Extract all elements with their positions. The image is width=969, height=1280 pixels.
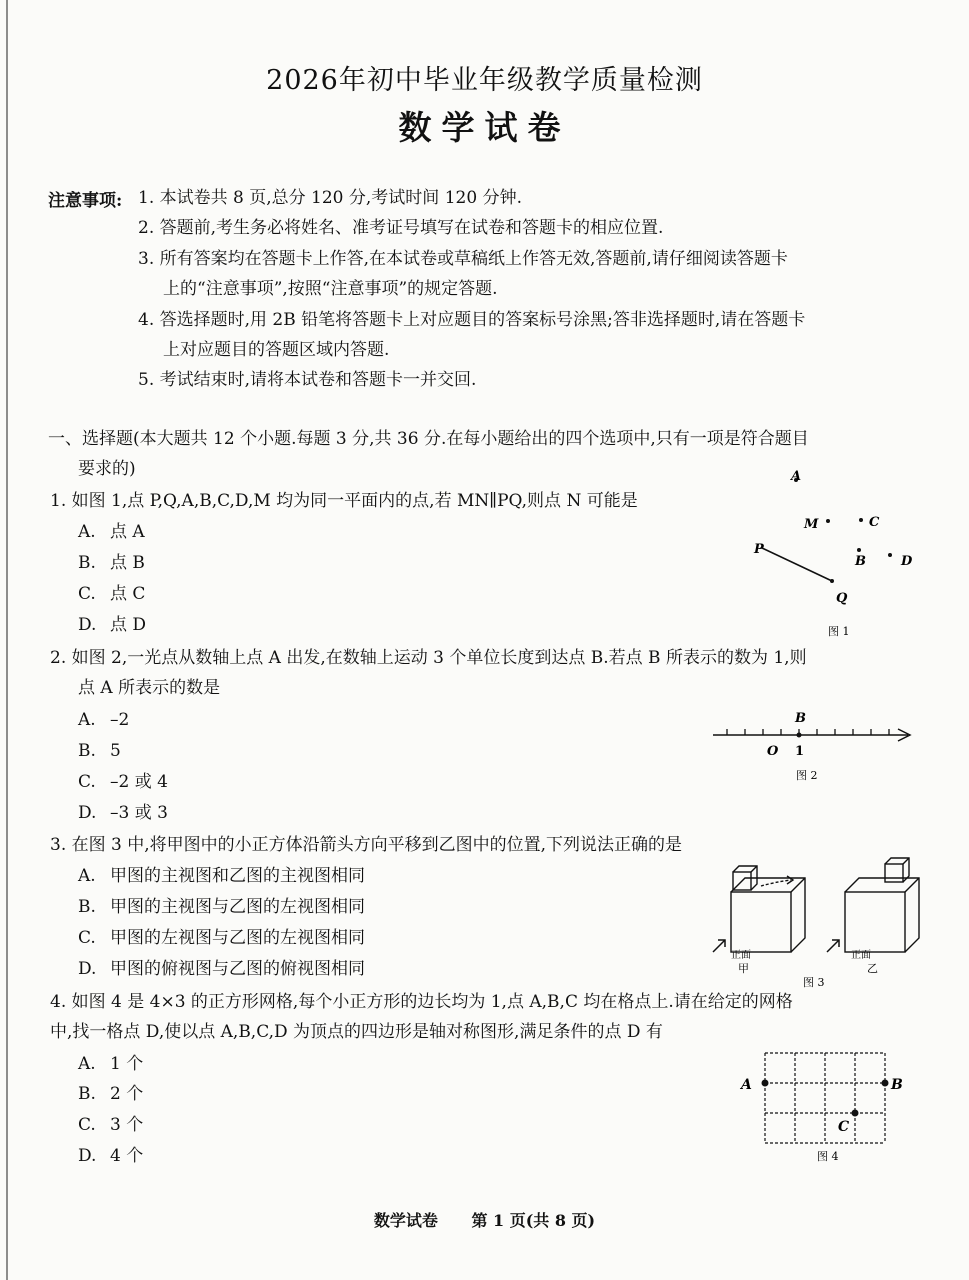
fig3-label-jia: 甲 xyxy=(738,962,749,975)
fig1-label-d: D xyxy=(901,554,913,569)
fig4-caption: 图 4 xyxy=(817,1150,839,1163)
fig3-jia-arrow xyxy=(713,940,725,952)
q2-option-d: D. –3 或 3 xyxy=(78,803,168,823)
notice-item-4-cont: 上对应题目的答题区域内答题. xyxy=(163,340,390,360)
fig2-caption: 图 2 xyxy=(796,769,818,782)
exam-title: 2026年初中毕业年级教学质量检测 xyxy=(266,65,703,96)
footer-page-number: 第 1 页(共 8 页) xyxy=(471,1211,596,1230)
q4-option-c: C. 3 个 xyxy=(78,1115,144,1135)
q1-option-c: C. 点 C xyxy=(78,584,146,604)
fig4-label-a: A xyxy=(741,1077,752,1093)
exam-subject: 数学试卷 xyxy=(398,108,571,147)
figure-3-cubes xyxy=(705,852,920,992)
section-heading-line2: 要求的) xyxy=(78,459,136,479)
page-edge-shadow xyxy=(6,0,8,1280)
page-footer xyxy=(0,1208,969,1231)
q3-option-a: A. 甲图的主视图和乙图的主视图相同 xyxy=(78,866,365,886)
figure-4-grid xyxy=(735,1045,915,1170)
q4-option-b: B. 2 个 xyxy=(78,1084,144,1104)
fig3-yi-arrow xyxy=(827,940,839,952)
figure-1 xyxy=(740,468,940,643)
notice-item-3-cont: 上的“注意事项”,按照“注意事项”的规定答题. xyxy=(163,279,498,299)
notice-item-4: 4. 答选择题时,用 2B 铅笔将答题卡上对应题目的答案标号涂黑;答非选择题时,请在答题卡 xyxy=(138,310,806,330)
q1-option-d: D. 点 D xyxy=(78,615,147,635)
fig3-label-front-2: 正面 xyxy=(851,950,871,961)
q2-option-c: C. –2 或 4 xyxy=(78,772,168,792)
question-4-stem: 4. 如图 4 是 4×3 的正方形网格,每个小正方形的边长均为 1,点 A,B,C 均在格点上.请在给定的网格 xyxy=(50,992,793,1012)
fig1-label-m: M xyxy=(804,517,819,532)
fig3-yi-cube xyxy=(845,858,919,952)
q3-option-d: D. 甲图的俯视图与乙图的俯视图相同 xyxy=(78,959,365,979)
section-heading-line1: 一、选择题(本大题共 12 个小题.每题 3 分,共 36 分.在每小题给出的四个选项中,只有一项是符合题目 xyxy=(48,429,809,449)
question-1-stem: 1. 如图 1,点 P,Q,A,B,C,D,M 均为同一平面内的点,若 MN∥PQ,则点 N 可能是 xyxy=(50,491,638,511)
notice-item-5: 5. 考试结束时,请将本试卷和答题卡一并交回. xyxy=(138,370,477,390)
fig1-label-a: A xyxy=(791,469,802,484)
q2-option-b: B. 5 xyxy=(78,741,121,761)
fig1-caption: 图 1 xyxy=(828,625,850,638)
q2-option-a: A. –2 xyxy=(78,710,130,730)
fig3-label-yi: 乙 xyxy=(867,962,878,975)
fig1-label-b: B xyxy=(855,554,866,569)
fig1-label-p: P xyxy=(754,542,764,557)
q1-option-a: A. 点 A xyxy=(78,522,145,542)
question-4-stem-cont: 中,找一格点 D,使以点 A,B,C,D 为顶点的四边形是轴对称图形,满足条件的点 D 有 xyxy=(50,1022,663,1042)
fig3-caption: 图 3 xyxy=(803,976,825,989)
q1-option-b: B. 点 B xyxy=(78,553,145,573)
notice-item-1: 1. 本试卷共 8 页,总分 120 分,考试时间 120 分钟. xyxy=(138,188,522,208)
q4-option-a: A. 1 个 xyxy=(78,1054,144,1074)
fig1-segment-pq xyxy=(762,548,832,581)
question-2-stem-cont: 点 A 所表示的数是 xyxy=(78,678,221,698)
footer-subject: 数学试卷 xyxy=(373,1211,438,1230)
notice-label: 注意事项: xyxy=(48,191,123,211)
question-3-stem: 3. 在图 3 中,将甲图中的小正方体沿箭头方向平移到乙图中的位置,下列说法正确的是 xyxy=(50,835,683,855)
notice-item-3: 3. 所有答案均在答题卡上作答,在本试卷或草稿纸上作答无效,答题前,请仔细阅读答题卡 xyxy=(138,249,788,269)
fig3-label-front-1: 正面 xyxy=(731,950,751,961)
q3-option-b: B. 甲图的主视图与乙图的左视图相同 xyxy=(78,897,365,917)
fig2-label-b: B xyxy=(795,711,806,726)
fig2-label-o: O xyxy=(767,744,779,759)
notice-item-2: 2. 答题前,考生务必将姓名、准考证号填写在试卷和答题卡的相应位置. xyxy=(138,218,664,238)
question-2-stem: 2. 如图 2,一光点从数轴上点 A 出发,在数轴上运动 3 个单位长度到达点 B.若点 B 所表示的数为 1,则 xyxy=(50,648,807,668)
fig2-label-1: 1 xyxy=(795,744,805,759)
fig4-label-b: B xyxy=(891,1077,903,1093)
q4-option-d: D. 4 个 xyxy=(78,1146,144,1166)
figure-2-number-line xyxy=(705,700,920,790)
fig1-label-c: C xyxy=(869,515,880,530)
q3-option-c: C. 甲图的左视图与乙图的左视图相同 xyxy=(78,928,365,948)
fig3-jia-cube xyxy=(731,866,805,952)
fig1-label-q: Q xyxy=(836,591,848,606)
fig4-label-c: C xyxy=(838,1119,850,1135)
